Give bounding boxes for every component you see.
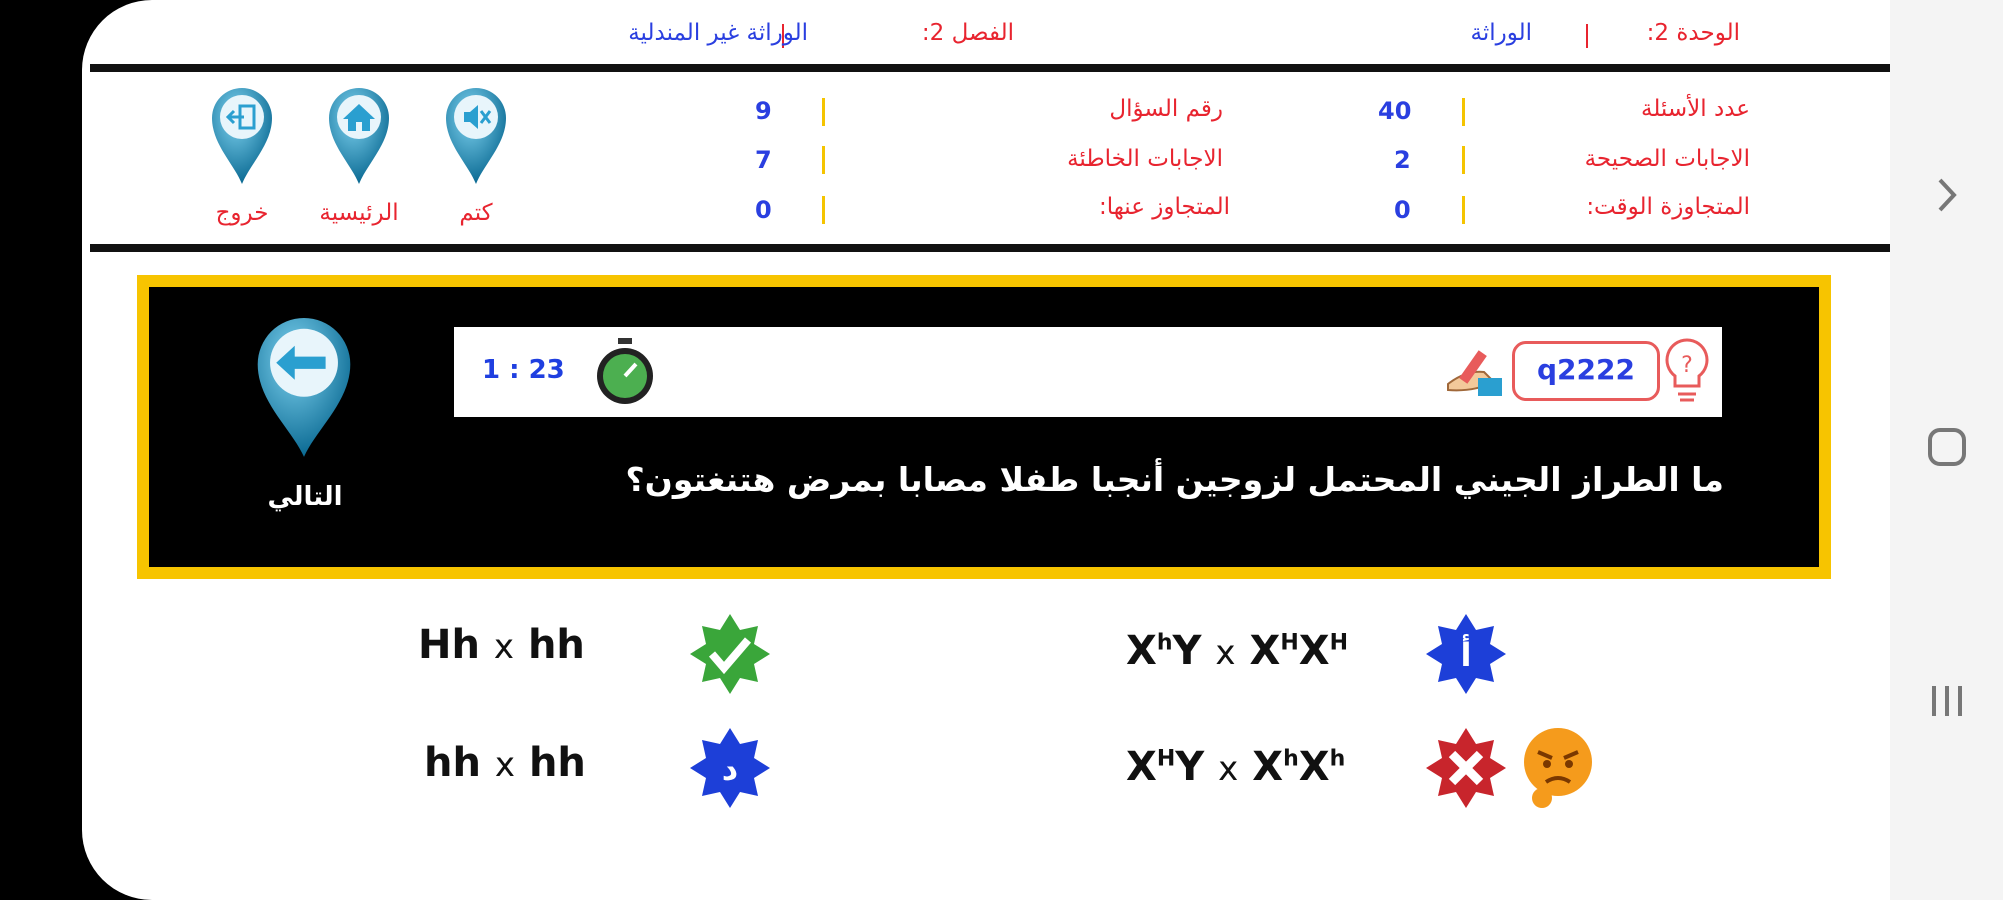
writing-hand-icon [1444,344,1506,400]
wrong-count: 7 [755,146,772,174]
chevron-right-icon[interactable] [1890,172,2003,218]
home-nav-icon[interactable] [1890,424,2003,470]
timeout-label: المتجاوزة الوقت: [1586,194,1750,220]
stat-separator [822,146,825,174]
check-icon [688,612,772,696]
stat-separator [1462,146,1465,174]
questions-count: 40 [1378,97,1412,125]
header-separator [1586,24,1588,48]
question-number-label: رقم السؤال [1109,96,1223,122]
timeout-count: 0 [1394,196,1411,224]
option-d-text: hh x hh [424,740,586,786]
option-a-text: $X^hY$ x $X^HX^H$ [1126,628,1349,674]
header-divider [90,64,1890,72]
option-d-marker [688,726,772,810]
recent-apps-icon[interactable] [1890,678,2003,724]
exit-button[interactable] [210,86,274,186]
timer-text: 1 : 23 [482,355,565,385]
questions-count-label: عدد الأسئلة [1640,96,1750,122]
exit-label: خروج [215,200,269,226]
stat-separator [822,98,825,126]
chapter-value: الوراثة غير المندلية [628,20,808,46]
question-id: q2222 [1512,341,1660,401]
stat-separator [822,196,825,224]
unit-value: الوراثة [1470,20,1532,46]
svg-text:?: ? [1681,353,1693,378]
app-screen [82,0,1890,900]
mute-label: كتم [459,200,493,226]
correct-label: الاجابات الصحيحة [1584,146,1750,172]
stats-divider [90,244,1890,252]
option-b-text: Hh x hh [418,622,585,668]
stat-separator [1462,98,1465,126]
skipped-label: المتجاوز عنها: [1098,194,1230,220]
lightbulb-icon [1660,334,1714,414]
mute-button[interactable] [444,86,508,186]
svg-text:أ: أ [1460,636,1472,674]
question-number: 9 [755,97,772,125]
angry-emoji-icon [1520,724,1596,808]
skipped-count: 0 [755,196,772,224]
x-icon [1424,726,1508,810]
system-nav-bar [1890,0,2003,900]
svg-text:د: د [721,750,739,788]
correct-count: 2 [1394,146,1411,174]
option-a-marker [1424,612,1508,696]
question-panel [137,275,1831,579]
next-button[interactable] [254,318,354,460]
question-text: ما الطراز الجيني المحتمل لزوجين أنجبا طفلا مصابا بمرض هتنغتون؟ [625,460,1724,499]
home-button[interactable] [327,86,391,186]
chapter-label: الفصل 2: [921,20,1014,46]
stat-separator [1462,196,1465,224]
home-label: الرئيسية [319,200,399,226]
option-c-text: $X^HY$ x $X^hX^h$ [1126,744,1346,790]
wrong-label: الاجابات الخاطئة [1067,146,1223,172]
stopwatch-icon [592,336,658,408]
next-label: التالي [267,482,343,512]
unit-label: الوحدة 2: [1646,20,1740,46]
